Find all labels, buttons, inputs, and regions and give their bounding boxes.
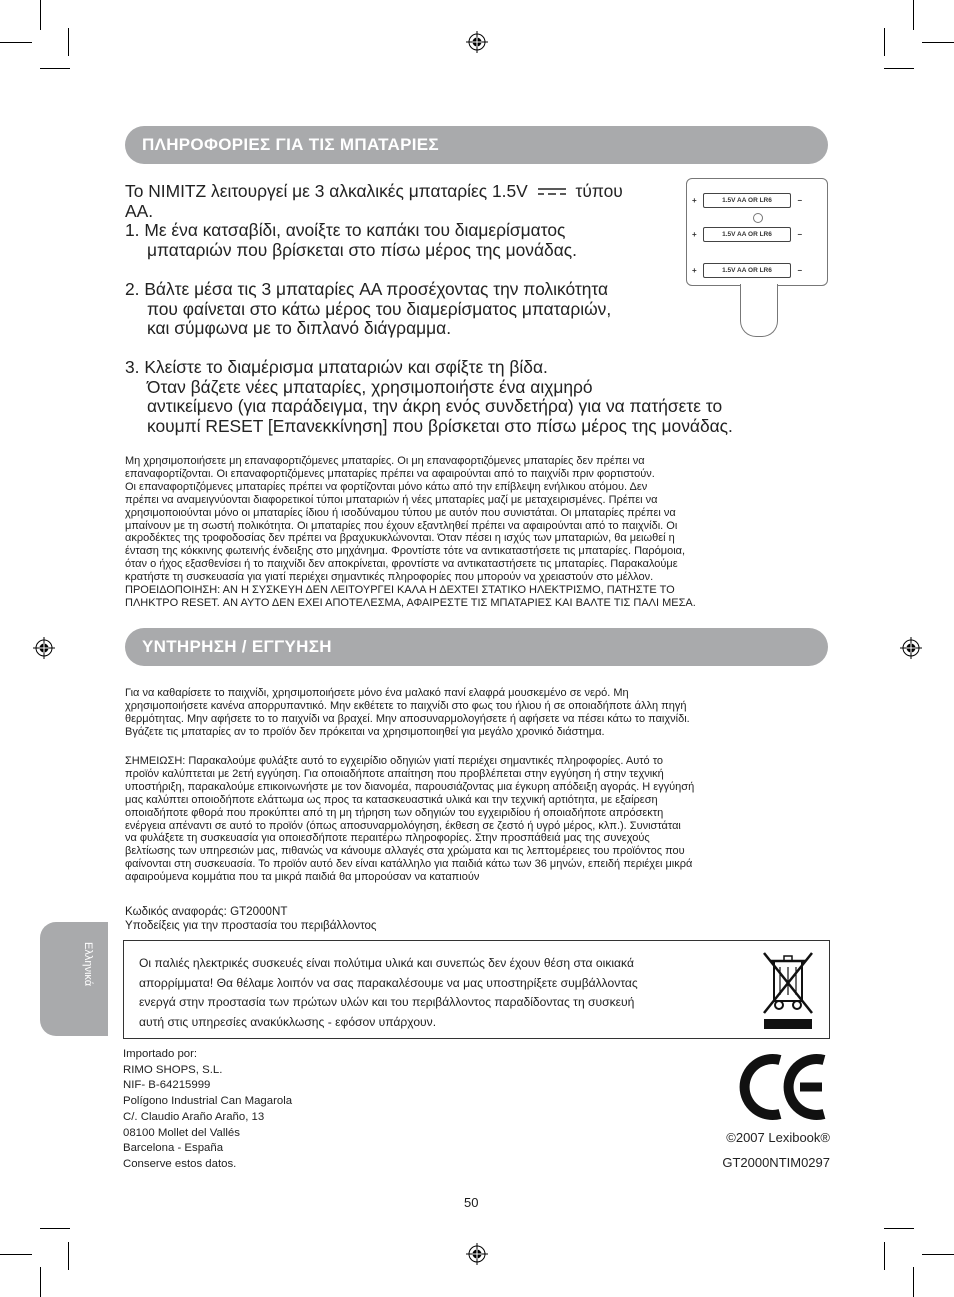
screw-icon bbox=[753, 213, 763, 223]
battery-2: + 1.5V AA OR LR6 − bbox=[703, 227, 791, 242]
language-label: Ελληνικά bbox=[82, 942, 94, 987]
battery-warnings: Μη χρησιμοποιήσετε μη επαναφορτιζόμενες μπαταρίες. Οι μη επαναφορτιζόμενες μπαταρίες δεν πρέπει να επαναφορτίζονται. Οι επαναφορτιζόμενες μπαταρίες πρέπει να αφαιρούνται από το παιχνίδι πριν φορτιστούν. Οι επαναφορτιζόμενες μπαταρίες πρέπει να φορτίζονται μόνο κάτω από την επίβλεψη ενήλικου ατόμου. Δεν πρέπει να αναμειγνύονται διαφορετικοί τύποι μπαταριών ή νέες μπαταρίες μαζί με μεταχειρισμένες. Πρέπει να χρησιμοποιούνται μόνο οι μπαταρίες ίδιου ή ισοδύναμου τύπου με αυτόν που συνιστάται. Οι μπαταρίες πρέπει να μπαίνουν με τη σωστή πολικότητα. Οι μπαταρίες που έχουν εξαντληθεί πρέπει να αφαιρούνται από το παιχνίδι. Οι ακροδέκτες της τροφοδοσίας δεν πρέπει να βραχυκυκλώνονται. Όταν πέσει η ισχύς των μπαταριών, θα μειωθεί η ένταση της κόκκινης φωτεινής ένδειξης στο μηχάνημα. Φροντίστε τότε να αντικαταστήσετε τις μπαταρίες. Παρόμοια, όταν ο ήχος εξασθενίσει ή το παιχνίδι δεν αποκρίνεται, φροντίστε να αντικαταστήσετε τις μπαταρίες. Παρακαλούμε κρατήστε τη συσκευασία για γιατί περιέχει σημαντικές πληροφορίες που μπορούν να χρειαστούν στο μέλλον. ΠΡΟΕΙΔΟΠΟΙΗΣΗ: ΑΝ Η ΣΥΣΚΕΥΗ ΔΕΝ ΛΕΙΤΟΥΡΓΕΙ ΚΑΛΑ Η ΔΕΧΤΕΙ ΣΤΑΤΙΚΟ ΗΛΕΚΤΡΙΣΜΟ, ΠΑΤΗΣΤΕ ΤΟ ΠΛΗΚΤΡΟ RESET. ΑΝ ΑΥΤΟ ΔΕΝ ΕΧΕΙ ΑΠΟΤΕΛΕΣΜΑ, ΑΦΑΙΡΕΣΤΕ ΤΙΣ ΜΠΑΤΑΡΙΕΣ ΚΑΙ ΒΑΛΤΕ ΤΙΣ ΠΑΛΙ ΜΕΣΑ. bbox=[125, 455, 696, 609]
copyright: ©2007 Lexibook® bbox=[726, 1130, 830, 1145]
battery-1: + 1.5V AA OR LR6 − bbox=[703, 193, 791, 208]
intro-line-2: AA. bbox=[125, 200, 154, 221]
crossed-bin-icon bbox=[760, 949, 816, 1033]
step-2-line-a: 2. Βάλτε μέσα τις 3 μπαταρίες AA προσέχοντας την πολικότητα bbox=[125, 278, 609, 299]
ce-mark-icon bbox=[738, 1052, 832, 1122]
battery-3: + 1.5V AA OR LR6 − bbox=[703, 263, 791, 278]
step-3-line-b: Όταν βάζετε νέες μπαταρίες, χρησιμοποιήστε ένα αιχμηρό bbox=[147, 376, 593, 397]
care-instructions: Για να καθαρίσετε το παιχνίδι, χρησιμοποιήσετε μόνο ένα μαλακό πανί ελαφρά μουσκεμένο σε νερό. Μη χρησιμοποιήσετε κανένα απορρυπαντικό. Μην εκθέτετε το παιχνίδι στο φως του ήλιου ή σε οποιαδήποτε άλλη πηγή θερμότητας. Μην αφήσετε το το παιχνίδι να βραχεί. Μην αποσυναρμολογήσετε ή αφήσετε να πέσει κάτω το παιχνίδι. Βγάζετε τις μπαταρίες αν το προϊόν δεν πρόκειται να χρησιμοποιηθεί για μεγάλο χρονικό διάστημα. bbox=[125, 687, 690, 738]
maintenance-section-title: ΥΝΤΗΡΗΣΗ / ΕΓΓΥΗΣΗ bbox=[142, 637, 332, 656]
step-2-line-b: που φαίνεται στο κάτω μέρος του διαμερίσματος μπαταριών, bbox=[147, 298, 612, 319]
registration-mark-left bbox=[33, 637, 55, 659]
intro-line: Το NIMITZ λειτουργεί με 3 αλκαλικές μπαταρίες 1.5V τύπου bbox=[125, 181, 623, 201]
step-1-line-a: 1. Με ένα κατσαβίδι, ανοίξτε το καπάκι του διαμερίσματος bbox=[125, 220, 566, 241]
registration-mark-right bbox=[900, 637, 922, 659]
reference-block bbox=[125, 905, 377, 933]
registration-mark-bottom bbox=[466, 1243, 488, 1265]
battery-section-title: ΠΛΗΡΟΦΟΡΙΕΣ ΓΙΑ ΤΙΣ ΜΠΑΤΑΡΙΕΣ bbox=[142, 135, 439, 154]
dc-symbol-icon bbox=[537, 186, 567, 198]
environment-title: Υποδείξεις για την προστασία του περιβάλλοντος bbox=[125, 919, 377, 932]
step-3-line-c: αντικείμενο (για παράδειγμα, την άκρη ενός συνδετήρα) για να πατήσετε το bbox=[147, 396, 723, 417]
document-code: GT2000NTIM0297 bbox=[722, 1155, 830, 1170]
importer-info: Importado por: RIMO SHOPS, S.L. NIF- B-64215999 Polígono Industrial Can Magarola C/. Claudio Araño Araño, 13 08100 Mollet del Vallés Barcelona - España Conserve estos datos. bbox=[123, 1048, 293, 1170]
step-2-line-c: και σύμφωνα με το διπλανό διάγραμμα. bbox=[147, 318, 452, 339]
step-3-line-a: 3. Κλείστε το διαμέρισμα μπαταριών και σφίξτε τη βίδα. bbox=[125, 356, 548, 377]
reference-code: Κωδικός αναφοράς: GT2000NT bbox=[125, 905, 288, 918]
battery-section-header bbox=[125, 126, 828, 164]
language-side-tab bbox=[40, 922, 108, 1036]
page-number: 50 bbox=[464, 1195, 479, 1210]
battery-compartment-tab bbox=[740, 284, 778, 337]
registration-mark-top bbox=[466, 31, 488, 53]
weee-notice-box bbox=[123, 940, 830, 1039]
step-3-line-d: κουμπί RESET [Επανεκκίνηση] που βρίσκεται στο πίσω μέρος της μονάδας. bbox=[147, 416, 733, 437]
weee-text: Οι παλιές ηλεκτρικές συσκευές είναι πολύτιμα υλικά και συνεπώς δεν έχουν θέση στα οικιακά απορρίμματα! Θα θέλαμε λοιπόν να σας παρακαλέσουμε να μας υποστηρίξετε συμβάλλοντας ενεργά στην προστασία των πρώτων υλών και του περιβάλλοντος παραδίδοντας τη συσκευή αυτή στις υπηρεσίες ανακύκλωσης - εφόσον υπάρχουν. bbox=[139, 956, 638, 1029]
step-1-line-b: μπαταριών που βρίσκεται στο πίσω μέρος της μονάδας. bbox=[147, 240, 578, 261]
maintenance-section-header bbox=[125, 628, 828, 666]
warranty-note: ΣΗΜΕΙΩΣΗ: Παρακαλούμε φυλάξτε αυτό το εγχειρίδιο οδηγιών γιατί περιέχει σημαντικές πληροφορίες. Αυτό το προϊόν καλύπτεται με 2ετή εγγύηση. Για οποιαδήποτε απαίτηση που προβλέπεται στην εγγύηση ή στην τεχνική υποστήριξη, παρακαλούμε επικοινωνήστε με τον διανομέα, παρουσιάζοντας μια έγκυρη απόδειξη αγοράς. Η εγγύησή μας καλύπτει οποιοδήποτε ελάττωμα ως προς τα κατασκευαστικά υλικά και την τεχνική αρτιότητα, με εξαίρεση οποιαδήποτε φθορά που προκύπτει από τη μη τήρηση των οδηγιών του εγχειριδίου ή οποιαδήποτε απρόσεκτη ενέργεια απέναντι σε αυτό το προϊόν (όπως αποσυναρμολόγηση, έκθεση σε ζεστό ή υγρό μέρος, κλπ.). Συνιστάται να φυλάξετε τη συσκευασία για οποιεσδήποτε περαιτέρω πληροφορίες. Στην προσπάθειά μας της συνεχούς βελτίωσης των υπηρεσιών μας, πιθανώς να κάνουμε αλλαγές στα χρώματα και τις λεπτομέρειες του προϊόντος που φαίνονται στη συσκευασία. Το προϊόν αυτό δεν είναι κατάλληλο για παιδιά κάτω των 36 μηνών, επειδή περιέχει μικρά αφαιρούμενα κομμάτια που τα μικρά παιδιά θα μπορούσαν να καταπιούν bbox=[125, 755, 695, 884]
battery-compartment-diagram bbox=[686, 178, 828, 286]
